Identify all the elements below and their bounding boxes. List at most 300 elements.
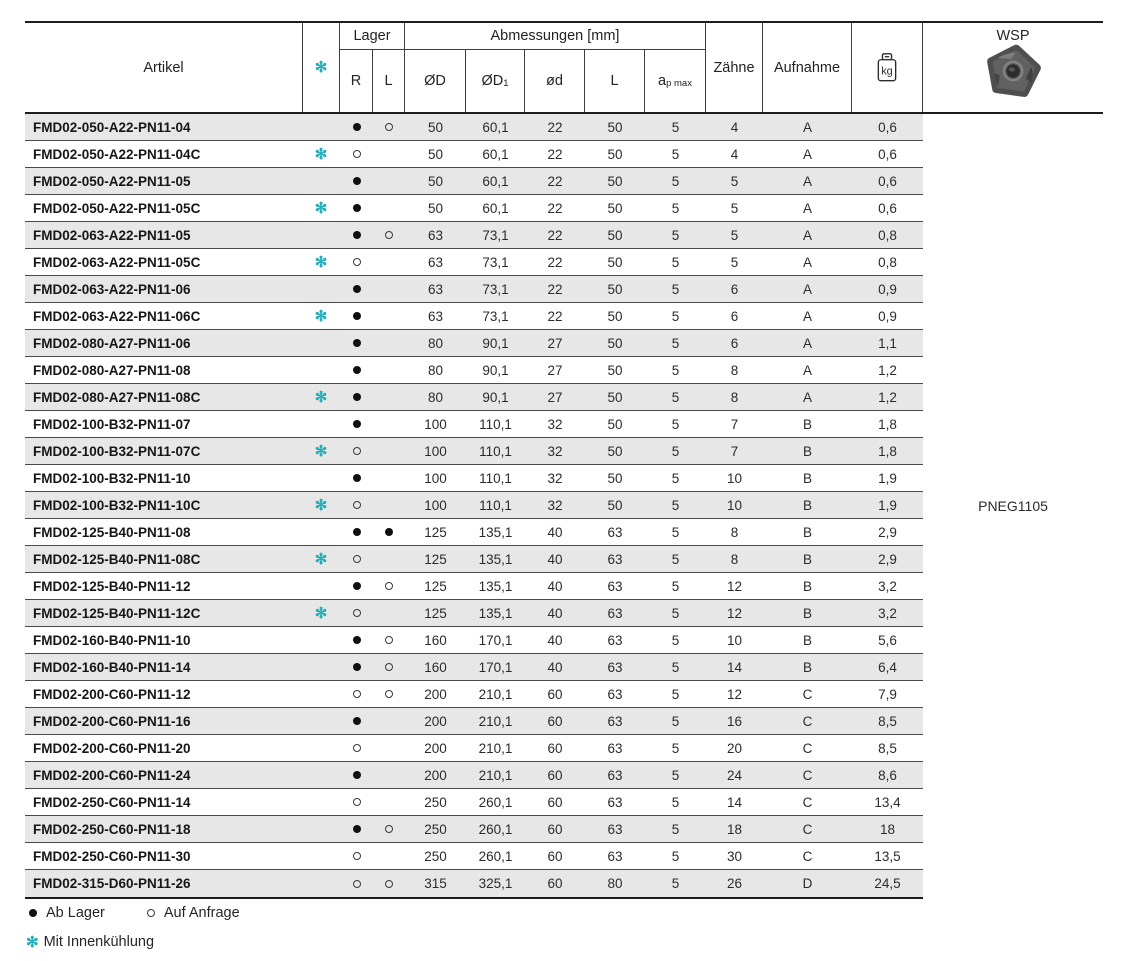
cooling-cell <box>302 411 340 437</box>
column-header-lager: Lager <box>340 23 405 50</box>
lager-l-cell <box>373 249 405 275</box>
cooling-cell <box>302 681 340 707</box>
lager-r-cell <box>340 735 373 761</box>
lager-r-cell <box>340 303 373 329</box>
cooling-cell <box>302 438 340 464</box>
dia-d-cell: 125 <box>424 524 447 540</box>
lager-r-cell <box>340 816 373 842</box>
dia-d-cell: 200 <box>424 713 447 729</box>
lager-r-cell <box>340 465 373 491</box>
column-header-dia-d: ØD <box>405 50 466 112</box>
ap-max-cell: 5 <box>671 200 680 216</box>
dia-od-cell: 22 <box>547 227 563 243</box>
length-cell: 63 <box>607 659 623 675</box>
cooling-cell <box>302 141 340 167</box>
weight-cell: 8,6 <box>878 767 897 783</box>
table-row <box>25 654 923 681</box>
artikel-cell: FMD02-100-B32-PN11-07C <box>33 443 201 459</box>
open-dot-icon <box>353 150 361 158</box>
aufnahme-cell: B <box>802 497 812 513</box>
cooling-snowflake-icon: ✻ <box>314 199 328 217</box>
legend-open-item <box>147 905 240 921</box>
lager-r-cell <box>340 276 373 302</box>
length-cell: 63 <box>607 767 623 783</box>
artikel-cell: FMD02-050-A22-PN11-05C <box>33 200 201 216</box>
ap-max-cell: 5 <box>671 794 680 810</box>
lager-r-cell <box>340 762 373 788</box>
lager-r-cell <box>340 708 373 734</box>
weight-cell: 8,5 <box>878 713 897 729</box>
lager-l-cell <box>373 276 405 302</box>
lager-l-cell <box>373 870 405 897</box>
cooling-cell <box>302 330 340 356</box>
ap-max-cell: 5 <box>671 848 680 864</box>
aufnahme-cell: A <box>802 281 812 297</box>
dia-od-cell: 22 <box>547 254 563 270</box>
dia-od-cell: 27 <box>547 389 563 405</box>
lager-l-cell <box>373 114 405 140</box>
cooling-cell <box>302 600 340 626</box>
table-row <box>25 195 923 222</box>
column-header-abmessungen: Abmessungen [mm] <box>405 23 706 50</box>
weight-cell: 0,6 <box>878 146 897 162</box>
dia-d-cell: 315 <box>424 876 447 891</box>
weight-cell: 0,9 <box>878 308 897 324</box>
artikel-cell: FMD02-080-A27-PN11-08 <box>33 362 191 378</box>
table-header-main <box>25 23 923 114</box>
filled-dot-icon <box>353 312 361 320</box>
dia-d1-cell: 170,1 <box>478 632 513 648</box>
dia-od-cell: 60 <box>547 794 563 810</box>
zaehne-cell: 10 <box>726 497 743 513</box>
cooling-cell <box>302 654 340 680</box>
table-row <box>25 708 923 735</box>
weight-cell: 1,1 <box>878 335 897 351</box>
cooling-snowflake-icon: ✻ <box>26 933 39 951</box>
filled-dot-icon <box>353 528 361 536</box>
dia-od-cell: 60 <box>547 876 563 891</box>
ap-max-cell: 5 <box>671 389 680 405</box>
weight-kg-icon <box>874 52 900 83</box>
ap-max-cell: 5 <box>671 119 680 135</box>
weight-cell: 0,6 <box>878 200 897 216</box>
dia-d-cell: 50 <box>427 119 444 135</box>
lager-l-cell <box>373 222 405 248</box>
lager-r-cell <box>340 843 373 869</box>
dia-d1-cell: 260,1 <box>478 848 513 864</box>
dia-d-cell: 80 <box>427 389 444 405</box>
weight-cell: 13,5 <box>874 848 901 864</box>
weight-cell: 3,2 <box>878 578 897 594</box>
length-cell: 63 <box>607 632 623 648</box>
aufnahme-cell: A <box>802 227 812 243</box>
cooling-cell <box>302 870 340 897</box>
lager-l-cell <box>373 789 405 815</box>
ap-max-cell: 5 <box>671 497 680 513</box>
ap-max-cell: 5 <box>671 470 680 486</box>
ap-max-cell: 5 <box>671 173 680 189</box>
weight-cell: 1,9 <box>878 470 897 486</box>
length-cell: 63 <box>607 578 623 594</box>
lager-l-cell <box>373 573 405 599</box>
lager-l-cell <box>373 816 405 842</box>
weight-cell: 1,2 <box>878 362 897 378</box>
table-row <box>25 681 923 708</box>
table-row <box>25 546 923 573</box>
dia-od-cell: 27 <box>547 335 563 351</box>
filled-dot-icon <box>353 231 361 239</box>
length-cell: 50 <box>607 254 623 270</box>
artikel-cell: FMD02-063-A22-PN11-06C <box>33 308 201 324</box>
dia-d-cell: 200 <box>424 767 447 783</box>
dia-d1-cell: 135,1 <box>478 551 513 567</box>
cooling-cell <box>302 573 340 599</box>
zaehne-cell: 5 <box>730 200 739 216</box>
zaehne-cell: 14 <box>726 659 743 675</box>
aufnahme-cell: D <box>802 876 813 891</box>
filled-dot-icon <box>353 771 361 779</box>
column-header-cooling <box>302 23 340 112</box>
weight-cell: 24,5 <box>874 876 901 891</box>
cooling-cell <box>302 303 340 329</box>
dia-d1-cell: 135,1 <box>478 605 513 621</box>
lager-l-cell <box>373 303 405 329</box>
lager-r-cell <box>340 384 373 410</box>
length-cell: 50 <box>607 389 623 405</box>
table-row <box>25 330 923 357</box>
dia-d1-cell: 110,1 <box>479 416 512 432</box>
filled-dot-icon <box>353 366 361 374</box>
legend-open-label: Auf Anfrage <box>163 905 240 921</box>
dia-d1-cell: 260,1 <box>478 821 513 837</box>
aufnahme-cell: A <box>802 173 812 189</box>
weight-cell: 1,8 <box>878 443 897 459</box>
aufnahme-cell: B <box>802 524 812 540</box>
ap-max-cell: 5 <box>671 876 680 891</box>
zaehne-cell: 26 <box>726 876 743 891</box>
dia-d1-cell: 135,1 <box>478 578 513 594</box>
lager-r-cell <box>340 114 373 140</box>
table-row <box>25 465 923 492</box>
ap-max-cell: 5 <box>671 740 680 756</box>
dia-d1-cell: 210,1 <box>478 767 513 783</box>
dia-d-cell: 160 <box>424 632 447 648</box>
artikel-cell: FMD02-080-A27-PN11-08C <box>33 389 201 405</box>
table-row <box>25 249 923 276</box>
open-dot-icon <box>353 880 361 888</box>
cooling-cell <box>302 708 340 734</box>
lager-r-cell <box>340 600 373 626</box>
dia-d-cell: 63 <box>427 281 444 297</box>
lager-l-cell <box>373 519 405 545</box>
zaehne-cell: 8 <box>730 524 739 540</box>
length-cell: 50 <box>607 416 623 432</box>
dia-d-cell: 125 <box>424 578 447 594</box>
zaehne-cell: 6 <box>730 281 739 297</box>
artikel-cell: FMD02-125-B40-PN11-12C <box>33 605 201 621</box>
lager-r-cell <box>340 249 373 275</box>
lager-l-cell <box>373 654 405 680</box>
dia-d-cell: 50 <box>427 200 444 216</box>
length-cell: 50 <box>607 119 623 135</box>
lager-r-cell <box>340 546 373 572</box>
open-dot-icon <box>385 636 393 644</box>
dia-d-cell: 100 <box>424 470 447 486</box>
table-row <box>25 303 923 330</box>
zaehne-cell: 14 <box>726 794 743 810</box>
open-dot-icon <box>353 690 361 698</box>
dia-d1-cell: 135,1 <box>478 524 513 540</box>
zaehne-cell: 8 <box>730 362 739 378</box>
artikel-cell: FMD02-200-C60-PN11-12 <box>33 686 191 702</box>
length-cell: 63 <box>607 686 623 702</box>
wsp-label: WSP <box>996 28 1030 44</box>
aufnahme-cell: C <box>802 740 813 756</box>
ap-max-cell: 5 <box>671 362 680 378</box>
cooling-snowflake-icon: ✻ <box>314 145 328 163</box>
aufnahme-cell: C <box>802 794 813 810</box>
zaehne-cell: 6 <box>730 335 739 351</box>
artikel-cell: FMD02-125-B40-PN11-12 <box>33 578 191 594</box>
aufnahme-cell: A <box>802 200 812 216</box>
cooling-snowflake-icon: ✻ <box>314 253 328 271</box>
artikel-cell: FMD02-250-C60-PN11-14 <box>33 794 191 810</box>
artikel-cell: FMD02-063-A22-PN11-05 <box>33 227 191 243</box>
dia-d1-cell: 60,1 <box>482 119 509 135</box>
lager-r-cell <box>340 222 373 248</box>
filled-dot-icon <box>353 123 361 131</box>
weight-cell: 18 <box>879 821 896 837</box>
cooling-snowflake-icon: ✻ <box>314 604 328 622</box>
table-row <box>25 438 923 465</box>
lager-l-cell <box>373 411 405 437</box>
cooling-snowflake-icon: ✻ <box>314 59 328 76</box>
weight-cell: 0,8 <box>878 227 897 243</box>
length-cell: 63 <box>607 551 623 567</box>
filled-dot-icon <box>353 825 361 833</box>
filled-dot-icon <box>353 285 361 293</box>
table-row <box>25 816 923 843</box>
ap-max-cell: 5 <box>671 308 680 324</box>
open-dot-icon <box>353 744 361 752</box>
table-row <box>25 141 923 168</box>
lager-r-cell <box>340 681 373 707</box>
ap-max-cell: 5 <box>671 281 680 297</box>
dia-d1-cell: 73,1 <box>482 227 509 243</box>
artikel-cell: FMD02-250-C60-PN11-18 <box>33 821 191 837</box>
dia-d-cell: 63 <box>427 308 444 324</box>
lager-l-cell <box>373 762 405 788</box>
dia-d-cell: 125 <box>424 551 447 567</box>
lager-r-cell <box>340 168 373 194</box>
legend-cooling-label: Mit Innenkühlung <box>43 934 155 950</box>
zaehne-cell: 10 <box>726 632 743 648</box>
aufnahme-cell: C <box>802 713 813 729</box>
dia-d1-cell: 110,1 <box>479 443 512 459</box>
aufnahme-cell: B <box>802 659 812 675</box>
column-header-dia-d1 <box>466 50 525 112</box>
aufnahme-cell: A <box>802 254 812 270</box>
artikel-cell: FMD02-160-B40-PN11-10 <box>33 632 191 648</box>
open-dot-icon <box>385 123 393 131</box>
dia-od-cell: 22 <box>547 173 563 189</box>
lager-r-cell <box>340 654 373 680</box>
dia-d-cell: 100 <box>424 497 447 513</box>
length-cell: 50 <box>607 470 623 486</box>
weight-cell: 3,2 <box>878 605 897 621</box>
wsp-part-number: PNEG1105 <box>978 497 1048 514</box>
lager-l-cell <box>373 627 405 653</box>
dia-d1-cell: 90,1 <box>482 362 509 378</box>
artikel-cell: FMD02-160-B40-PN11-14 <box>33 659 191 675</box>
dia-d-cell: 50 <box>427 173 444 189</box>
zaehne-cell: 24 <box>726 767 743 783</box>
column-header-lager-r: R <box>340 50 373 112</box>
dia-d1-cell: 73,1 <box>482 308 509 324</box>
lager-l-cell <box>373 141 405 167</box>
column-header-ap-max <box>645 50 706 112</box>
dia-d1-cell: 170,1 <box>478 659 513 675</box>
dia-od-cell: 60 <box>547 686 563 702</box>
dia-d-cell: 100 <box>424 416 447 432</box>
weight-cell: 0,9 <box>878 281 897 297</box>
dia-od-cell: 40 <box>547 578 563 594</box>
lager-l-cell <box>373 384 405 410</box>
dia-d1-cell: 325,1 <box>478 876 513 891</box>
artikel-cell: FMD02-125-B40-PN11-08C <box>33 551 201 567</box>
artikel-cell: FMD02-050-A22-PN11-04 <box>33 119 191 135</box>
length-cell: 50 <box>607 335 623 351</box>
length-cell: 50 <box>607 173 623 189</box>
zaehne-cell: 5 <box>730 254 739 270</box>
table-row <box>25 168 923 195</box>
wsp-column-body <box>923 114 1103 897</box>
lager-l-cell <box>373 600 405 626</box>
weight-cell: 8,5 <box>878 740 897 756</box>
lager-l-cell <box>373 708 405 734</box>
dia-d-cell: 63 <box>427 254 444 270</box>
weight-cell: 0,6 <box>878 119 897 135</box>
zaehne-cell: 12 <box>726 686 743 702</box>
ap-max-cell: 5 <box>671 227 680 243</box>
aufnahme-cell: B <box>802 443 812 459</box>
cooling-cell <box>302 519 340 545</box>
dia-od-cell: 32 <box>547 416 563 432</box>
aufnahme-cell: A <box>802 308 812 324</box>
column-header-weight <box>852 23 923 112</box>
cooling-cell <box>302 114 340 140</box>
dia-d-cell: 200 <box>424 740 447 756</box>
filled-dot-icon <box>353 393 361 401</box>
dia-d1-cell: 210,1 <box>478 740 513 756</box>
dia-od-cell: 40 <box>547 551 563 567</box>
lager-r-cell <box>340 627 373 653</box>
table-row <box>25 627 923 654</box>
aufnahme-cell: C <box>802 848 813 864</box>
cooling-cell <box>302 384 340 410</box>
lager-l-cell <box>373 438 405 464</box>
open-dot-icon <box>353 501 361 509</box>
artikel-cell: FMD02-250-C60-PN11-30 <box>33 848 191 864</box>
dia-d1-subscript: 1 <box>503 78 509 90</box>
open-dot-icon <box>353 447 361 455</box>
zaehne-cell: 30 <box>726 848 743 864</box>
zaehne-cell: 10 <box>726 470 743 486</box>
table-row <box>25 870 923 897</box>
aufnahme-cell: B <box>802 551 812 567</box>
dia-d-cell: 200 <box>424 686 447 702</box>
zaehne-cell: 6 <box>730 308 739 324</box>
dia-d-cell: 160 <box>424 659 447 675</box>
ap-max-cell: 5 <box>671 767 680 783</box>
zaehne-cell: 12 <box>726 605 743 621</box>
cooling-cell <box>302 222 340 248</box>
aufnahme-cell: B <box>802 416 812 432</box>
lager-l-cell <box>373 357 405 383</box>
table-row <box>25 411 923 438</box>
column-header-artikel: Artikel <box>143 59 184 76</box>
dia-od-cell: 40 <box>547 632 563 648</box>
dia-od-cell: 60 <box>547 767 563 783</box>
table-body <box>25 114 923 899</box>
dia-d1-cell: 110,1 <box>479 497 512 513</box>
cooling-snowflake-icon: ✻ <box>314 388 328 406</box>
column-header-zaehne: Zähne <box>706 23 763 112</box>
ap-base: a <box>658 73 667 89</box>
zaehne-cell: 18 <box>726 821 743 837</box>
artikel-cell: FMD02-200-C60-PN11-20 <box>33 740 191 756</box>
dia-d-cell: 100 <box>424 443 447 459</box>
open-dot-icon <box>385 582 393 590</box>
dia-d1-cell: 90,1 <box>482 389 509 405</box>
artikel-cell: FMD02-100-B32-PN11-10 <box>33 470 191 486</box>
table-row <box>25 222 923 249</box>
product-table <box>25 21 1103 899</box>
dia-d-cell: 125 <box>424 605 447 621</box>
dia-d-cell: 63 <box>427 227 444 243</box>
cooling-cell <box>302 492 340 518</box>
dia-d-cell: 250 <box>424 848 447 864</box>
length-cell: 63 <box>607 713 623 729</box>
open-dot-icon <box>353 555 361 563</box>
table-row <box>25 762 923 789</box>
zaehne-cell: 5 <box>730 227 739 243</box>
filled-dot-icon <box>353 420 361 428</box>
open-dot-icon <box>385 825 393 833</box>
artikel-cell: FMD02-200-C60-PN11-16 <box>33 713 191 729</box>
aufnahme-cell: A <box>802 119 812 135</box>
filled-dot-icon <box>385 528 393 536</box>
artikel-cell: FMD02-125-B40-PN11-08 <box>33 524 191 540</box>
ap-max-cell: 5 <box>671 443 680 459</box>
dia-od-cell: 40 <box>547 659 563 675</box>
filled-dot-icon <box>353 177 361 185</box>
length-cell: 80 <box>607 876 623 891</box>
ap-max-cell: 5 <box>671 713 680 729</box>
dia-d1-cell: 60,1 <box>482 200 509 216</box>
length-cell: 63 <box>607 605 623 621</box>
length-cell: 50 <box>607 308 623 324</box>
filled-dot-icon <box>29 909 37 917</box>
lager-l-cell <box>373 168 405 194</box>
column-header-lager-l: L <box>373 50 405 112</box>
zaehne-cell: 7 <box>730 443 739 459</box>
cooling-cell <box>302 276 340 302</box>
lager-l-cell <box>373 546 405 572</box>
lager-r-cell <box>340 141 373 167</box>
cooling-snowflake-icon: ✻ <box>314 442 328 460</box>
artikel-cell: FMD02-063-A22-PN11-05C <box>33 254 201 270</box>
